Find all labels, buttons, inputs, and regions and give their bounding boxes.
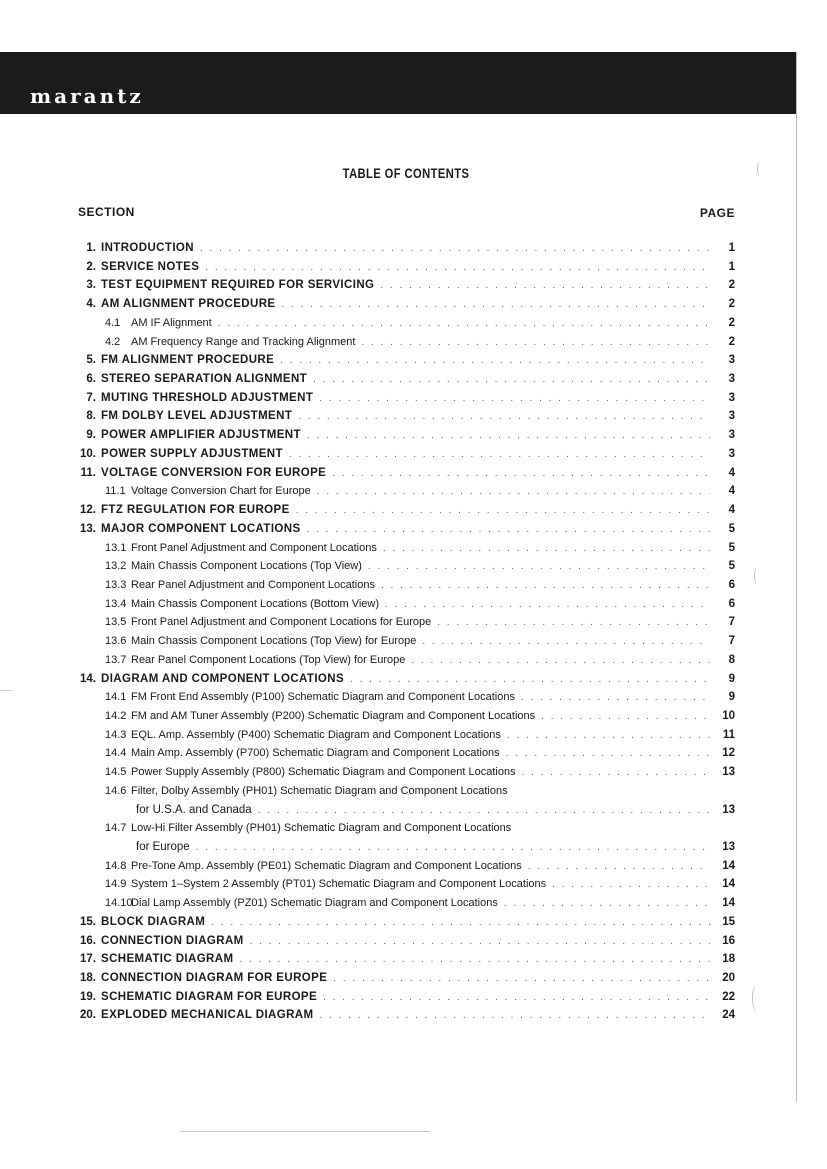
toc-entry [0, 520, 827, 539]
toc-entry [0, 333, 827, 352]
toc-entry-title: MUTING THRESHOLD ADJUSTMENT [101, 391, 314, 404]
toc-entry-title: POWER SUPPLY ADJUSTMENT [101, 447, 283, 460]
leader-dots [317, 483, 710, 502]
toc-entry [0, 875, 827, 894]
toc-entry-number: 16. [80, 934, 96, 947]
toc-entry [0, 239, 827, 258]
leader-dots [332, 465, 710, 484]
toc-entry-title: for Europe [136, 841, 190, 853]
toc-entry-title: STEREO SEPARATION ALIGNMENT [101, 373, 308, 386]
toc-entry-title: Dial Lamp Assembly (PZ01) Schematic Diagram and Component Locations [131, 897, 498, 910]
toc-entry [0, 651, 827, 670]
toc-entry-title: INTRODUCTION [101, 242, 194, 254]
toc-entry-page: 14 [722, 859, 735, 872]
toc-entry [0, 932, 827, 951]
scan-mark [757, 162, 763, 176]
leader-dots [218, 315, 710, 334]
toc-entry-title: Front Panel Adjustment and Component Locations [131, 541, 377, 554]
leader-dots [506, 745, 710, 764]
leader-dots [319, 1007, 710, 1026]
leader-dots [296, 502, 710, 521]
toc-entry-number: 4.2 [105, 335, 121, 348]
toc-entry-number: 14.7 [105, 822, 127, 835]
leader-dots [437, 614, 710, 633]
toc-entry [0, 351, 827, 370]
leader-dots [552, 876, 710, 895]
toc-entry-page: 2 [728, 298, 735, 311]
leader-dots [280, 352, 710, 371]
toc-entry-page: 9 [728, 672, 735, 685]
toc-entry-number: 13.3 [105, 578, 127, 591]
toc-entry [0, 801, 827, 820]
toc-entry-page: 3 [728, 354, 735, 367]
leader-dots [319, 390, 710, 409]
toc-entry-title: for U.S.A. and Canada [136, 803, 252, 816]
leader-dots [522, 764, 710, 783]
toc-entry [0, 632, 827, 651]
toc-entry [0, 950, 827, 969]
toc-entry-page: 4 [728, 485, 735, 498]
toc-entry [0, 613, 827, 632]
leader-dots [541, 708, 710, 727]
toc-entry-title: Voltage Conversion Chart for Europe [131, 485, 311, 498]
toc-entry [0, 670, 827, 689]
toc-entry [0, 988, 827, 1007]
toc-entry-number: 13.4 [105, 597, 127, 610]
toc-entry-title: CONNECTION DIAGRAM [101, 934, 244, 947]
toc-entry-number: 5. [86, 354, 96, 367]
page-column-header: PAGE [699, 206, 735, 220]
leader-dots [368, 558, 710, 577]
toc-entry-title: BLOCK DIAGRAM [101, 915, 206, 928]
toc-entry-title: FM ALIGNMENT PROCEDURE [101, 354, 275, 367]
toc-entry-number: 14.6 [105, 784, 127, 797]
toc-entry-title: Pre-Tone Amp. Assembly (PE01) Schematic Diagram and Component Locations [131, 859, 522, 872]
toc-entry [0, 782, 827, 801]
toc-entry-page: 14 [722, 897, 735, 910]
toc-entry [0, 688, 827, 707]
leader-dots [307, 427, 710, 446]
toc-entry-title: POWER AMPLIFIER ADJUSTMENT [101, 429, 301, 442]
toc-entry-page: 6 [728, 578, 735, 591]
toc-entry-page: 5 [728, 541, 735, 554]
leader-dots [521, 689, 710, 708]
toc-entry-page: 20 [722, 972, 735, 985]
toc-entry-page: 14 [722, 878, 735, 891]
toc-entry-number: 2. [86, 260, 96, 273]
toc-entry-number: 17. [80, 953, 96, 966]
toc-entry-title: TEST EQUIPMENT REQUIRED FOR SERVICING [101, 279, 375, 292]
toc-entry [0, 744, 827, 763]
toc-entry-number: 11.1 [105, 485, 126, 498]
toc-entry-page: 8 [728, 653, 735, 666]
toc-entry-page: 1 [728, 260, 735, 273]
marantz-logo: marantz [30, 84, 144, 108]
toc-entry [0, 426, 827, 445]
toc-entry-number: 14.9 [105, 878, 127, 891]
toc-entry-number: 14. [80, 672, 96, 685]
toc-entry-page: 11 [722, 728, 735, 741]
leader-dots [313, 371, 710, 390]
toc-entry [0, 445, 827, 464]
leader-dots [411, 652, 710, 671]
toc-entry-title: FM and AM Tuner Assembly (P200) Schematic Diagram and Component Locations [131, 709, 536, 722]
toc-entry-title: AM IF Alignment [131, 316, 212, 329]
toc-entry-number: 13.2 [105, 560, 127, 573]
toc-entry-number: 13.5 [105, 616, 127, 629]
toc-entry-title: Rear Panel Component Locations (Top View) for Europe [131, 653, 406, 666]
footer-rule [180, 1131, 430, 1132]
toc-entry [0, 857, 827, 876]
toc-entry-title: System 1–System 2 Assembly (PT01) Schematic Diagram and Component Locations [131, 878, 547, 891]
toc-entry-page: 5 [728, 560, 735, 573]
toc-entry-title: EQL. Amp. Assembly (P400) Schematic Diagram and Component Locations [131, 728, 501, 741]
leader-dots [258, 802, 710, 821]
toc-entry [0, 258, 827, 277]
toc-entry-title: Low-Hi Filter Assembly (PH01) Schematic Diagram and Component Locations [131, 822, 512, 835]
leader-dots [381, 577, 710, 596]
toc-entry-page: 3 [728, 447, 735, 460]
toc-entry [0, 314, 827, 333]
toc-entry-title: Main Chassis Component Locations (Top View) [131, 560, 362, 573]
toc-entry-title: VOLTAGE CONVERSION FOR EUROPE [101, 466, 327, 479]
toc-entry-number: 14.3 [105, 728, 127, 741]
toc-entry-page: 10 [722, 709, 735, 722]
toc-entry-page: 3 [728, 410, 735, 423]
toc-entry-number: 14.4 [105, 747, 127, 760]
leader-dots [307, 521, 710, 540]
toc-entry-page: 5 [728, 522, 735, 535]
leader-dots [205, 259, 710, 278]
toc-entry-page: 1 [728, 242, 735, 254]
toc-entry-page: 12 [722, 747, 735, 760]
toc-entry-title: FM Front End Assembly (P100) Schematic Diagram and Component Locations [131, 691, 515, 704]
toc-entry [0, 913, 827, 932]
toc-entry-number: 13. [80, 522, 96, 535]
leader-dots [422, 633, 710, 652]
toc-entry-title: AM ALIGNMENT PROCEDURE [101, 298, 276, 311]
toc-entry-title: EXPLODED MECHANICAL DIAGRAM [101, 1009, 314, 1022]
toc-entry-title: SCHEMATIC DIAGRAM [101, 953, 234, 966]
toc-entry-number: 12. [80, 504, 96, 517]
toc-entry-number: 13.1 [105, 541, 127, 554]
toc-entry-number: 18. [80, 972, 96, 985]
toc-entry-number: 9. [86, 429, 96, 442]
toc-entry [0, 295, 827, 314]
toc-entry-title: Power Supply Assembly (P800) Schematic Diagram and Component Locations [131, 766, 516, 779]
toc-entry-number: 10. [80, 447, 96, 460]
toc-entry-title: FTZ REGULATION FOR EUROPE [101, 504, 290, 517]
toc-entry [0, 389, 827, 408]
leader-dots [323, 989, 710, 1008]
toc-entry-title: FM DOLBY LEVEL ADJUSTMENT [101, 410, 293, 423]
toc-entry-title: Main Chassis Component Locations (Top View) for Europe [131, 635, 417, 648]
leader-dots [289, 446, 710, 465]
toc-entry-page: 18 [722, 953, 735, 966]
leader-dots [504, 895, 710, 914]
leader-dots [298, 408, 710, 427]
leader-dots [250, 933, 710, 952]
toc-entry-number: 7. [86, 391, 96, 404]
toc-entry [0, 407, 827, 426]
leader-dots [383, 540, 710, 559]
toc-entry-title: SERVICE NOTES [101, 260, 200, 273]
leader-dots [200, 240, 710, 259]
page-title: TABLE OF CONTENTS [342, 165, 470, 181]
toc-entry-number: 4.1 [105, 316, 121, 329]
toc-entry-title: Rear Panel Adjustment and Component Locations [131, 578, 375, 591]
toc-entry-page: 15 [722, 915, 735, 928]
toc-entry-page: 7 [728, 635, 735, 648]
toc-entry-page: 3 [728, 429, 735, 442]
leader-dots [239, 951, 710, 970]
toc-entry [0, 707, 827, 726]
toc-entry-number: 13.7 [105, 653, 127, 666]
toc-entry-title: CONNECTION DIAGRAM FOR EUROPE [101, 972, 328, 985]
toc-entry [0, 819, 827, 838]
leader-dots [507, 727, 710, 746]
toc-entry [0, 1006, 827, 1025]
toc-entry-page: 16 [722, 934, 735, 947]
leader-dots [196, 839, 710, 858]
leader-dots [528, 858, 710, 877]
toc-entry [0, 576, 827, 595]
toc-entry-page: 3 [728, 373, 735, 386]
toc-entry-number: 19. [80, 990, 96, 1003]
leader-dots [333, 970, 710, 989]
toc-list [0, 239, 827, 1025]
toc-entry [0, 838, 827, 857]
toc-entry-title: Front Panel Adjustment and Component Locations for Europe [131, 616, 432, 629]
toc-entry-number: 20. [80, 1009, 96, 1022]
toc-entry-title: Filter, Dolby Assembly (PH01) Schematic Diagram and Component Locations [131, 784, 508, 797]
toc-entry-number: 14.2 [105, 709, 127, 722]
toc-entry [0, 763, 827, 782]
toc-entry [0, 894, 827, 913]
toc-entry-number: 14.8 [105, 859, 127, 872]
toc-entry-page: 6 [728, 597, 735, 610]
toc-entry-number: 15. [80, 915, 96, 928]
toc-entry [0, 969, 827, 988]
leader-dots [385, 596, 710, 615]
toc-entry-page: 22 [722, 990, 735, 1003]
toc-entry-number: 1. [86, 242, 96, 254]
toc-entry [0, 482, 827, 501]
toc-entry-page: 7 [728, 616, 735, 629]
toc-entry-page: 4 [728, 466, 735, 479]
leader-dots [281, 296, 710, 315]
toc-entry-number: 11. [80, 466, 96, 479]
toc-entry-number: 14.1 [105, 691, 127, 704]
toc-entry-page: 13 [722, 766, 735, 779]
toc-entry-page: 2 [728, 279, 735, 292]
toc-entry-page: 9 [728, 691, 735, 704]
toc-entry-number: 14.5 [105, 766, 127, 779]
toc-entry-title: DIAGRAM AND COMPONENT LOCATIONS [101, 672, 345, 685]
toc-entry-number: 8. [86, 410, 96, 423]
toc-entry [0, 726, 827, 745]
toc-entry [0, 595, 827, 614]
toc-entry-number: 4. [86, 298, 96, 311]
leader-dots [350, 671, 710, 690]
toc-entry-page: 2 [728, 335, 735, 348]
toc-entry [0, 276, 827, 295]
leader-dots [361, 334, 710, 353]
toc-entry-page: 24 [722, 1009, 735, 1022]
toc-entry-page: 13 [722, 803, 735, 816]
toc-entry-title: Main Chassis Component Locations (Bottom View) [131, 597, 380, 610]
toc-entry-page: 13 [722, 841, 735, 853]
toc-entry [0, 370, 827, 389]
leader-dots [380, 277, 710, 296]
toc-entry [0, 501, 827, 520]
leader-dots [211, 914, 710, 933]
toc-entry-title: AM Frequency Range and Tracking Alignment [131, 335, 356, 348]
toc-entry [0, 557, 827, 576]
toc-entry-number: 3. [86, 279, 96, 292]
toc-entry-page: 3 [728, 391, 735, 404]
toc-entry-title: SCHEMATIC DIAGRAM FOR EUROPE [101, 990, 318, 1003]
toc-entry-number: 6. [86, 373, 96, 386]
toc-entry [0, 464, 827, 483]
section-column-header: SECTION [78, 205, 135, 219]
toc-entry-number: 13.6 [105, 635, 127, 648]
toc-entry-number: 14.10 [105, 897, 133, 910]
toc-entry-title: MAJOR COMPONENT LOCATIONS [101, 522, 301, 535]
toc-entry-page: 4 [728, 504, 735, 517]
toc-entry [0, 539, 827, 558]
toc-entry-page: 2 [728, 316, 735, 329]
toc-entry-title: Main Amp. Assembly (P700) Schematic Diagram and Component Locations [131, 747, 500, 760]
